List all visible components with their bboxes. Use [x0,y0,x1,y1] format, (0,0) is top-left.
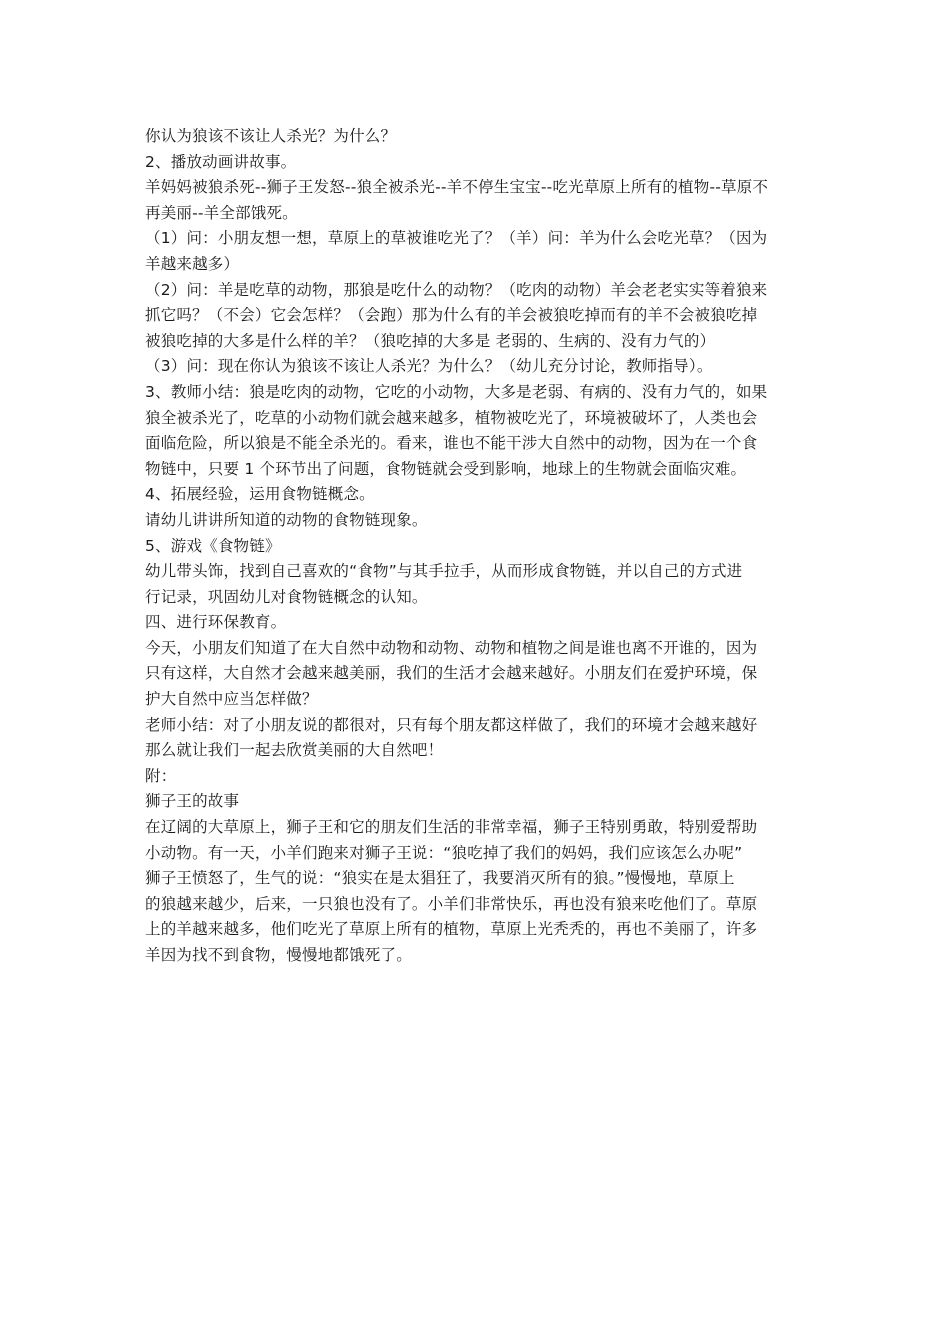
text-line: 行记录，巩固幼儿对食物链概念的认知。 [145,587,428,606]
text-line: 抓它吗？（不会）它会怎样？（会跑）那为什么有的羊会被狼吃掉而有的羊不会被狼吃掉 [145,306,758,325]
text-line: 面临危险，所以狼是不能全杀光的。看来，谁也不能干涉大自然中的动物，因为在一个食 [145,434,758,453]
text-line: 羊因为找不到食物，慢慢地都饿死了。 [145,946,412,964]
text-line: 羊越来越多） [145,254,240,273]
text-line: （3）问：现在你认为狼该不该让人杀光？为什么？（幼儿充分讨论，教师指导）。 [145,357,713,376]
text-line: 被狼吃掉的大多是什么样的羊？（狼吃掉的大多是 老弱的、生病的、没有力气的） [145,331,716,350]
text-line: 4、拓展经验，运用食物链概念。 [145,485,375,504]
text-line: 小动物。有一天，小羊们跑来对狮子王说：“狼吃掉了我们的妈妈，我们应该怎么办呢” [145,843,743,862]
text-line: 那么就让我们一起去欣赏美丽的大自然吧！ [145,741,444,760]
text-line: 2、播放动画讲故事。 [145,152,297,171]
text-line: 狮子王的故事 [145,792,240,811]
text-line: 老师小结：对了小朋友说的都很对，只有每个朋友都这样做了，我们的环境才会越来越好 [145,715,758,734]
text-line: （1）问：小朋友想一想，草原上的草被谁吃光了？（羊）问：羊为什么会吃光草？（因为 [145,229,768,248]
text-line: 羊妈妈被狼杀死--狮子王发怒--狼全被杀光--羊不停生宝宝--吃光草原上所有的植物--草原不 [145,178,769,197]
text-line: 3、教师小结：狼是吃肉的动物，它吃的小动物，大多是老弱、有病的、没有力气的，如果 [145,382,768,401]
text-line: 在辽阔的大草原上，狮子王和它的朋友们生活的非常幸福，狮子王特别勇敢，特别爱帮助 [145,818,758,837]
document-body [145,124,810,969]
text-line: 四、进行环保教育。 [145,613,287,632]
text-line: 狼全被杀光了，吃草的小动物们就会越来越多，植物被吃光了，环境被破坏了，人类也会 [145,408,758,427]
text-line: 只有这样，大自然才会越来越美丽，我们的生活才会越来越好。小朋友们在爱护环境，保 [145,664,758,683]
text-line: 请幼儿讲讲所知道的动物的食物链现象。 [145,510,428,529]
text-line: 上的羊越来越多，他们吃光了草原上所有的植物，草原上光秃秃的，再也不美丽了，许多 [145,920,758,939]
text-line: 今天，小朋友们知道了在大自然中动物和动物、动物和植物之间是谁也离不开谁的，因为 [145,638,758,657]
text-line: 附： [145,766,177,785]
text-line: 狮子王愤怒了，生气的说：“狼实在是太猖狂了，我要消灭所有的狼。”慢慢地，草原上 [145,869,735,888]
text-line: （2）问：羊是吃草的动物，那狼是吃什么的动物？（吃肉的动物）羊会老老实实等着狼来 [145,280,768,299]
text-line: 物链中，只要 1 个环节出了问题，食物链就会受到影响，地球上的生物就会面临灾难。 [145,459,747,478]
text-line: 护大自然中应当怎样做？ [145,690,318,709]
text-line: 的狼越来越少，后来，一只狼也没有了。小羊们非常快乐，再也没有狼来吃他们了。草原 [145,894,758,913]
text-line: 5、游戏《食物链》 [145,536,281,555]
text-line: 你认为狼该不该让人杀光？为什么？ [145,127,397,145]
text-line: 再美丽--羊全部饿死。 [145,203,298,222]
text-line: 幼儿带头饰，找到自己喜欢的“食物”与其手拉手，从而形成食物链，并以自己的方式进 [145,562,743,581]
